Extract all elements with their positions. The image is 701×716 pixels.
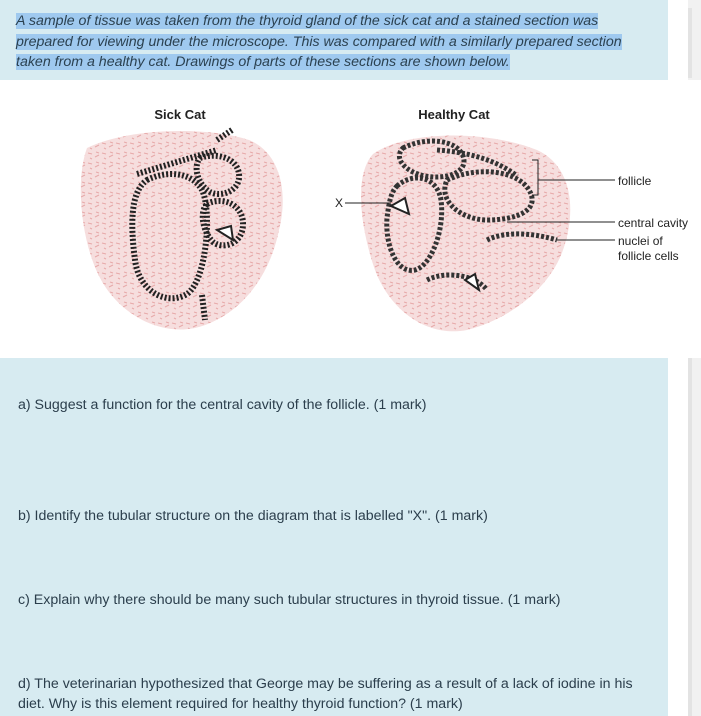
nuclei-label-line-1: nuclei of	[618, 234, 663, 248]
follicle-label: follicle	[618, 174, 652, 188]
sick-tissue-section	[81, 131, 283, 330]
x-label: X	[335, 196, 344, 210]
scrollbar-thumb-top[interactable]	[688, 8, 692, 78]
scrollbar-thumb-bottom[interactable]	[688, 358, 692, 716]
questions-panel	[0, 358, 668, 716]
intro-line-3: taken from a healthy cat. Drawings of parts of these sections are shown below.	[16, 54, 510, 70]
intro-line-2: prepared for viewing under the microscope. This was compared with a similarly prepared section	[16, 33, 622, 50]
question-a: a) Suggest a function for the central cavity of the follicle. (1 mark)	[18, 397, 427, 413]
question-d: d) The veterinarian hypothesized that George may be suffering as a result of a lack of iodine in his diet. Why is this element required for healthy thyroid function? (1 mark)	[18, 676, 633, 712]
intro-line-1: A sample of tissue was taken from the thyroid gland of the sick cat and a stained section was	[16, 13, 599, 29]
tissue-diagram	[17, 80, 689, 358]
scrollbar-track-top[interactable]	[688, 0, 701, 80]
intro-text	[16, 11, 656, 73]
question-c: c) Explain why there should be many such tubular structures in thyroid tissue. (1 mark)	[18, 592, 561, 608]
healthy-cat-label: Healthy Cat	[418, 107, 490, 122]
intro-panel	[0, 0, 668, 80]
scrollbar-track-bottom[interactable]	[688, 358, 701, 716]
nuclei-label-line-2: follicle cells	[618, 249, 679, 263]
central-cavity-label: central cavity	[618, 216, 689, 230]
question-b: b) Identify the tubular structure on the diagram that is labelled "X". (1 mark)	[18, 508, 488, 524]
sick-cat-label: Sick Cat	[154, 107, 206, 122]
